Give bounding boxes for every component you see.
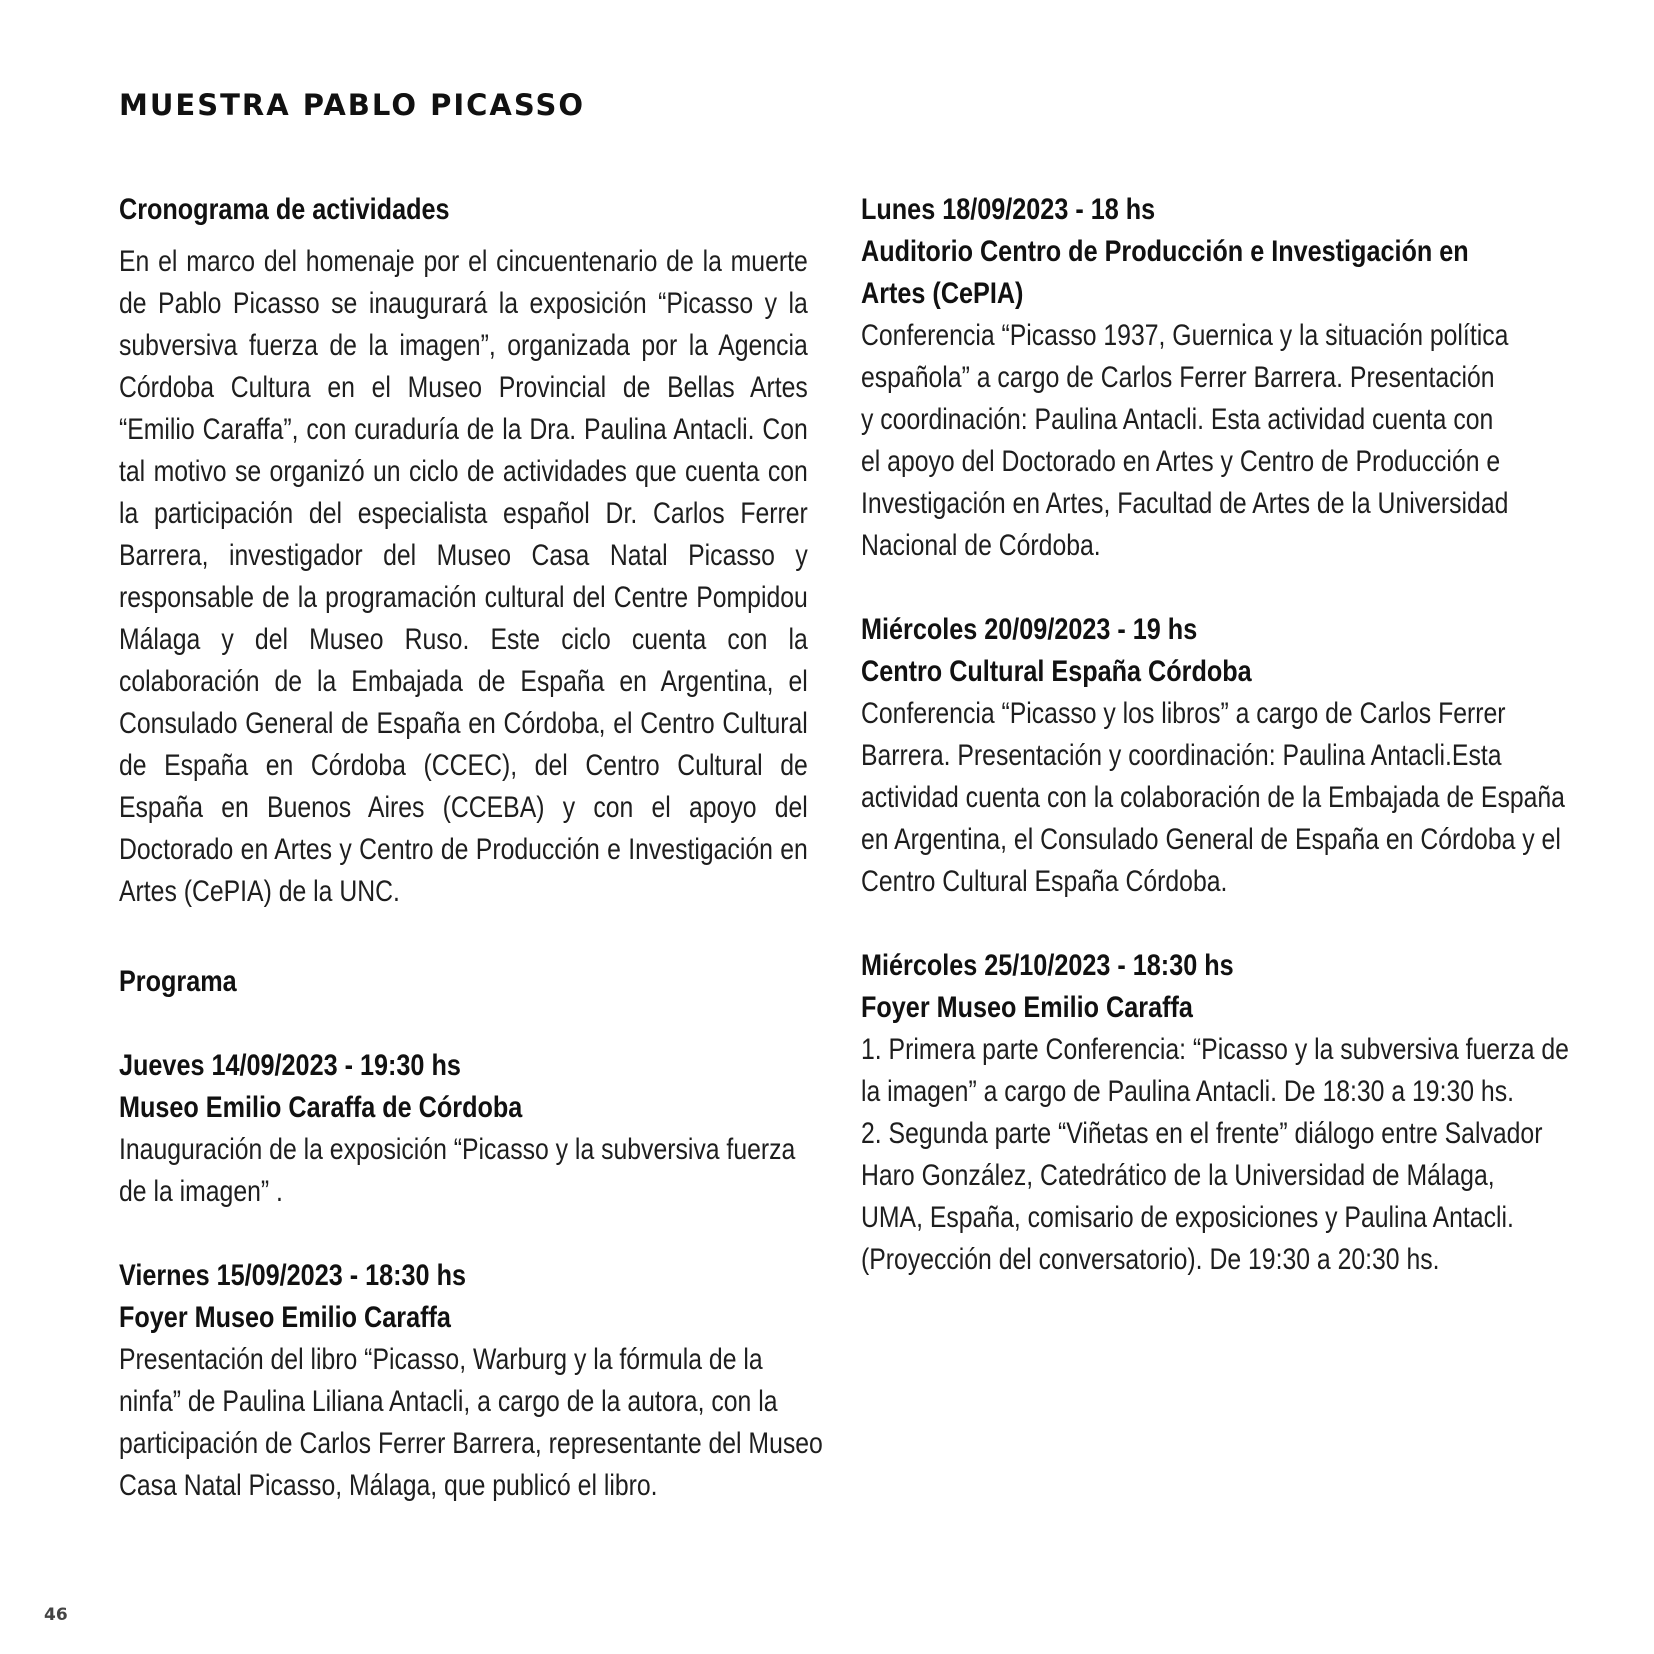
event-4 [861,609,1654,903]
cronograma-heading: Cronograma de actividades [119,193,450,226]
event-description-line: Centro Cultural España Córdoba. [861,865,1228,898]
page-number: 46 [44,1605,68,1625]
event-venue: Museo Emilio Caraffa de Córdoba [119,1091,523,1124]
event-description-line: participación de Carlos Ferrer Barrera, representante del Museo [119,1427,823,1460]
event-description-line: Inauguración de la exposición “Picasso y la subversiva fuerza [119,1133,796,1166]
programa-heading: Programa [119,965,237,998]
event-description-line: española” a cargo de Carlos Ferrer Barrera. Presentación [861,361,1495,394]
event-date: Jueves 14/09/2023 - 19:30 hs [119,1049,461,1082]
event-description-line: el apoyo del Doctorado en Artes y Centro de Producción e [861,445,1501,478]
event-description-line: en Argentina, el Consulado General de España en Córdoba y el [861,823,1561,856]
event-description-line: y coordinación: Paulina Antacli. Esta actividad cuenta con [861,403,1494,436]
event-description-line: Conferencia “Picasso 1937, Guernica y la situación política [861,319,1509,352]
event-3 [861,189,1632,567]
programa-section [119,961,259,1003]
page-title: MUESTRA PABLO PICASSO [119,88,585,122]
event-date: Lunes 18/09/2023 - 18 hs [861,193,1156,226]
left-column [119,189,823,1502]
event-2 [119,1255,957,1507]
event-description-line: actividad cuenta con la colaboración de la Embajada de España [861,781,1565,814]
event-description-line: la imagen” a cargo de Paulina Antacli. De 18:30 a 19:30 hs. [861,1075,1514,1108]
event-description-line: Nacional de Córdoba. [861,529,1101,562]
event-venue: Centro Cultural España Córdoba [861,655,1252,688]
event-description-line: de la imagen” . [119,1175,283,1208]
event-description-line: Investigación en Artes, Facultad de Artes de la Universidad [861,487,1509,520]
event-description-line: Haro González, Catedrático de la Universidad de Málaga, [861,1159,1495,1192]
event-description-line: ninfa” de Paulina Liliana Antacli, a cargo de la autora, con la [119,1385,778,1418]
event-description-line: (Proyección del conversatorio). De 19:30 a 20:30 hs. [861,1243,1440,1276]
cronograma-intro: En el marco del homenaje por el cincuentenario de la muerte de Pablo Picasso se inaugurará la exposición “Picasso y la subversiva fuerza de la imagen”, organizada por la Agencia Córdoba Cultura en el Museo Provincial de Bellas Artes “Emilio Caraffa”, con curaduría de la Dra. Paulina Antacli. Con tal motivo se organizó un ciclo de actividades que cuenta con la participación del especialista español Dr. Carlos Ferrer Barrera, investigador del Museo Casa Natal Picasso y responsable de la programación cultural del Centre Pompidou Málaga y del Museo Ruso. Este ciclo cuenta con la colaboración de la Embajada de España en Argentina, el Consulado General de España en Córdoba, el Centro Cultural de España en Córdoba (CCEC), del Centro Cultural de España en Buenos Aires (CCEBA) y con el apoyo del Doctorado en Artes y Centro de Producción e Investigación en Artes (CePIA) de la UNC. [119,245,808,908]
event-venue: Auditorio Centro de Producción e Investigación en [861,235,1469,268]
event-1 [119,1045,924,1213]
event-venue: Foyer Museo Emilio Caraffa [119,1301,451,1334]
event-description-line: UMA, España, comisario de exposiciones y Paulina Antacli. [861,1201,1514,1234]
event-description-line: 2. Segunda parte “Viñetas en el frente” diálogo entre Salvador [861,1117,1543,1150]
event-description-line: Presentación del libro “Picasso, Warburg y la fórmula de la [119,1343,763,1376]
event-venue: Foyer Museo Emilio Caraffa [861,991,1193,1024]
cronograma-section [119,189,808,913]
event-date: Miércoles 25/10/2023 - 18:30 hs [861,949,1234,982]
event-description-line: Conferencia “Picasso y los libros” a cargo de Carlos Ferrer [861,697,1506,730]
event-date: Miércoles 20/09/2023 - 19 hs [861,613,1198,646]
event-description-line: Barrera. Presentación y coordinación: Paulina Antacli.Esta [861,739,1502,772]
event-description-line: Casa Natal Picasso, Málaga, que publicó el libro. [119,1469,658,1502]
event-description-line: 1. Primera parte Conferencia: “Picasso y la subversiva fuerza de [861,1033,1569,1066]
event-date: Viernes 15/09/2023 - 18:30 hs [119,1259,466,1292]
event-5 [861,945,1654,1281]
event-venue: Artes (CePIA) [861,277,1024,310]
